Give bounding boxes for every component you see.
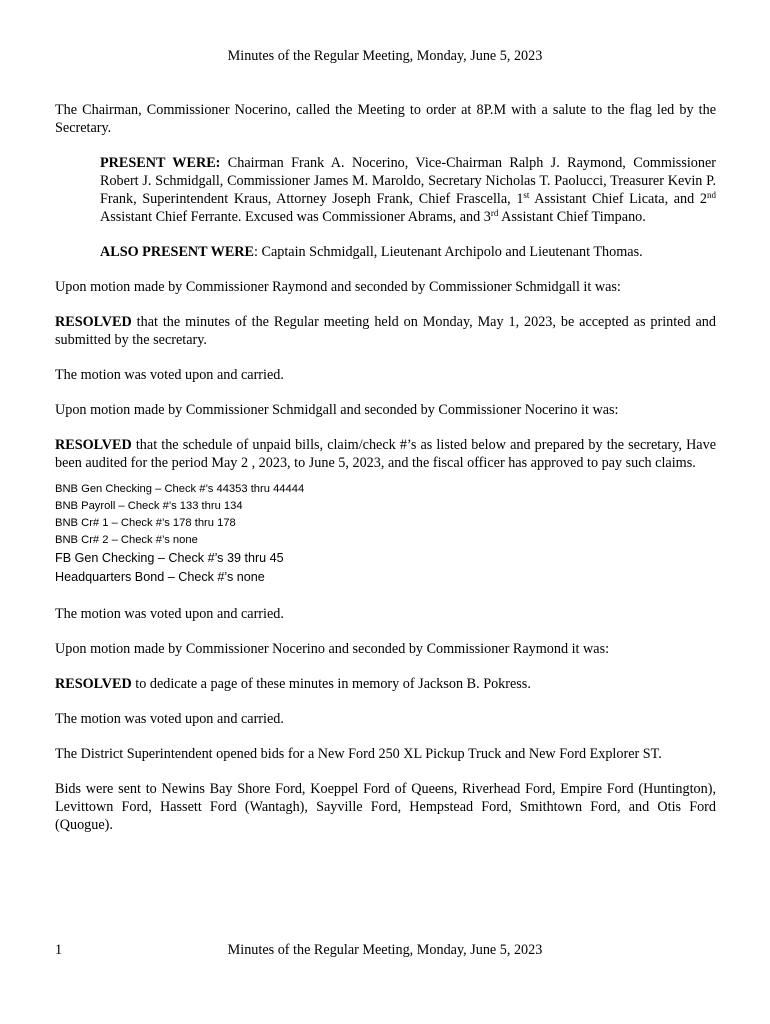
also-present-text: : Captain Schmidgall, Lieutenant Archipolo and Lieutenant Thomas.: [254, 244, 643, 260]
resolved-text-2: that the schedule of unpaid bills, claim/check #’s as listed below and prepared by the secretary, Have been audited for the period May 2 , 2023, to June 5, 2023, and the fiscal officer has approved to pay such claims.: [55, 437, 716, 471]
carried-paragraph-1: The motion was voted upon and carried.: [55, 367, 284, 383]
present-text-1: Chairman Frank A. Nocerino, Vice-Chairman Ralph J. Raymond, Commissioner Robert J. Schmidgall, Commissioner James M. Maroldo, Secretary Nicholas T. Paolucci, Treasurer Kevin P. Frank, Superintendent Kraus, Attorney Joseph Frank, Chief Frascella, 1: [100, 155, 716, 207]
resolved-paragraph-2: [55, 436, 716, 472]
also-present-label: ALSO PRESENT WERE: [100, 244, 255, 260]
check-line-headquarters-bond: Headquarters Bond – Check #’s none: [55, 570, 265, 584]
present-text-3: Assistant Chief Ferrante. Excused was Commissioner Abrams, and 3: [100, 209, 491, 225]
resolved-paragraph-1: [55, 313, 716, 349]
minutes-body: [55, 101, 716, 851]
resolved-paragraph-3: [55, 675, 716, 693]
present-paragraph: [100, 154, 716, 226]
resolved-label-3: RESOLVED: [55, 676, 132, 692]
carried-paragraph-3: The motion was voted upon and carried.: [55, 711, 284, 727]
motion-paragraph-3: Upon motion made by Commissioner Nocerino and seconded by Commissioner Raymond it was:: [55, 641, 610, 657]
check-line-bnb-payroll: BNB Payroll – Check #’s 133 thru 134: [55, 500, 243, 512]
present-label: PRESENT WERE:: [100, 155, 221, 171]
bids-opened-paragraph: The District Superintendent opened bids for a New Ford 250 XL Pickup Truck and New Ford Explorer ST.: [55, 746, 662, 762]
check-list: [55, 481, 716, 587]
bids-sent-paragraph: Bids were sent to Newins Bay Shore Ford, Koeppel Ford of Queens, Riverhead Ford, Empire Ford (Huntington), Levittown Ford, Hassett Ford (Wantagh), Sayville Ford, Hempstead Ford, Smithtown Ford, and Otis Ford (Quogue).: [55, 781, 716, 833]
resolved-text-1: that the minutes of the Regular meeting held on Monday, May 1, 2023, be accepted as printed and submitted by the secretary.: [55, 314, 716, 348]
also-present-paragraph: [100, 243, 716, 261]
present-sup-2: nd: [707, 190, 716, 200]
page-number: 1: [55, 942, 63, 958]
motion-paragraph-1: Upon motion made by Commissioner Raymond and seconded by Commissioner Schmidgall it was:: [55, 279, 621, 295]
carried-paragraph-2: The motion was voted upon and carried.: [55, 606, 284, 622]
present-text-2: Assistant Chief Licata, and 2: [529, 191, 707, 207]
opening-paragraph: The Chairman, Commissioner Nocerino, called the Meeting to order at 8P.M with a salute to the flag led by the Secretary.: [55, 102, 716, 136]
check-line-bnb-cr1: BNB Cr# 1 – Check #’s 178 thru 178: [55, 517, 236, 529]
page-footer: Minutes of the Regular Meeting, Monday, June 5, 2023: [227, 942, 543, 958]
check-line-fb-gen: FB Gen Checking – Check #’s 39 thru 45: [55, 551, 284, 565]
check-line-bnb-gen: BNB Gen Checking – Check #’s 44353 thru 44444: [55, 483, 305, 495]
resolved-label-2: RESOLVED: [55, 437, 132, 453]
check-line-bnb-cr2: BNB Cr# 2 – Check #’s none: [55, 534, 198, 546]
motion-paragraph-2: Upon motion made by Commissioner Schmidgall and seconded by Commissioner Nocerino it was:: [55, 402, 619, 418]
present-sup-1: st: [523, 190, 530, 200]
page-header: Minutes of the Regular Meeting, Monday, June 5, 2023: [227, 48, 543, 64]
resolved-text-3: to dedicate a page of these minutes in memory of Jackson B. Pokress.: [131, 676, 531, 692]
present-sup-3: rd: [490, 208, 499, 218]
present-text-4: Assistant Chief Timpano.: [498, 209, 646, 225]
resolved-label-1: RESOLVED: [55, 314, 132, 330]
